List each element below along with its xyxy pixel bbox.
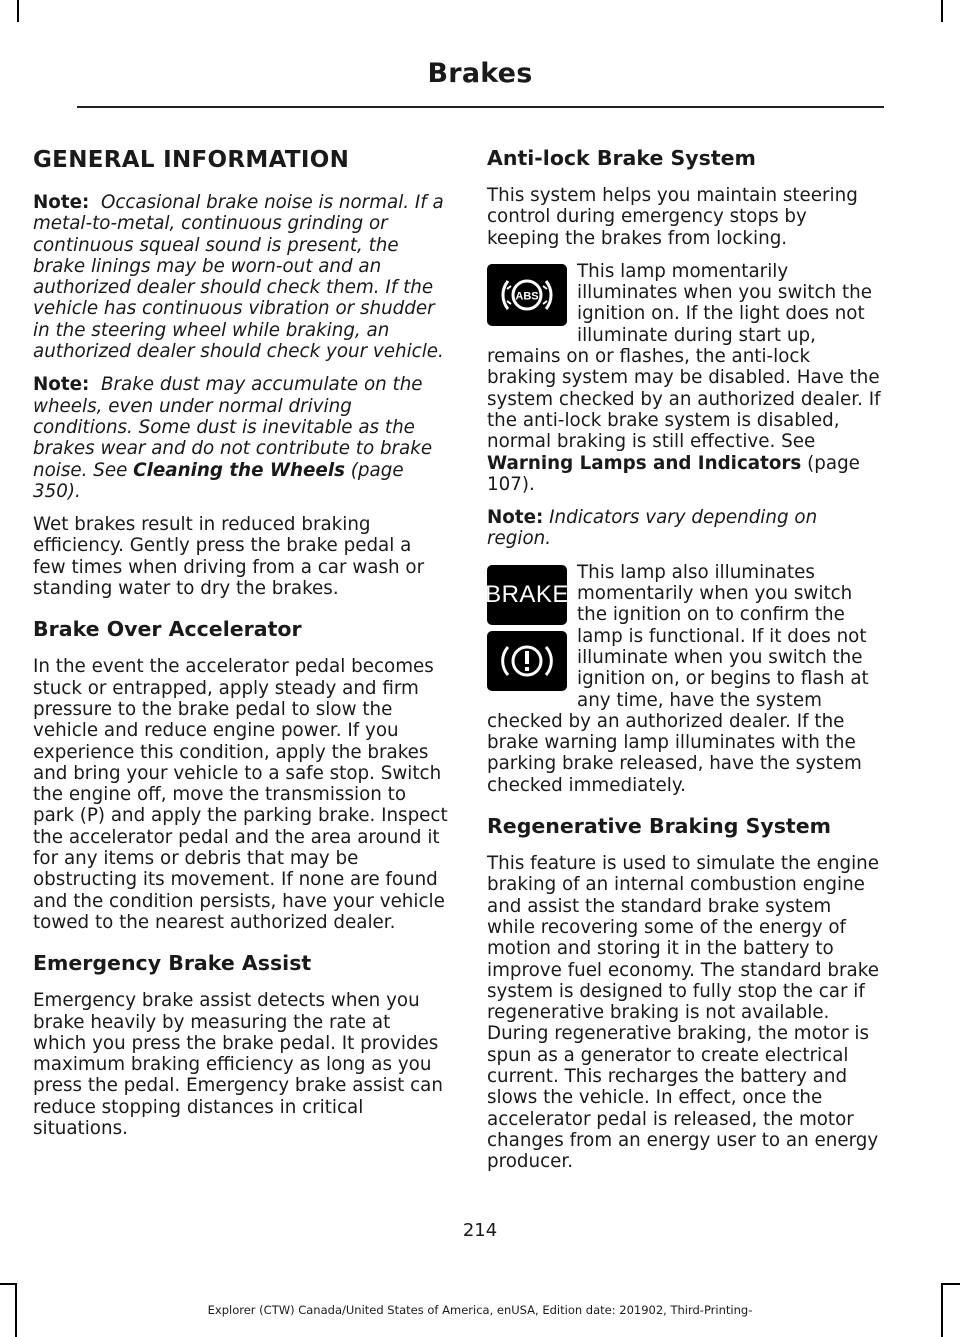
paragraph-abs-intro: This system helps you maintain steering control during emergency stops by keeping the brakes from locking.: [487, 185, 858, 249]
page-number: 214: [462, 1220, 498, 1241]
cleaning-wheels-link[interactable]: Cleaning the Wheels: [133, 459, 345, 481]
note-label: Note:: [33, 374, 90, 396]
note-label: Note:: [487, 507, 544, 529]
section-title-general-information: GENERAL INFORMATION: [33, 147, 350, 173]
note-indicators-region: [487, 507, 882, 550]
brake-lamp-text: This lamp also illuminates momentarily when you switch the ignition on to confirm the lamp is functional. If it does not illuminate when you switch the ignition on, or begins to flash at any time, have the system checked by an authorized dealer. If the brake warning lamp illuminates with the parking brake released, have the system checked immediately.: [487, 561, 869, 796]
note-label: Note:: [33, 192, 90, 213]
crop-mark: [17, 0, 19, 22]
note-text: Occasional brake noise is normal. If a metal-to-metal, continuous grinding or continuous squeal sound is present, the brake linings may be worn-out and an authorized dealer should check them. If the vehicle has continuous vibration or shudder in the steering wheel while braking, an authorized dealer should check your vehicle.: [33, 192, 444, 363]
note-text: Indicators vary depending on region.: [487, 507, 818, 550]
note-text: Brake dust may accumulate on the wheels, even under normal driving conditions. Some dust is inevitable as the brakes wear and do not contribute to brake noise. See: [33, 374, 433, 481]
crop-mark: [0, 1283, 15, 1285]
abs-icon-label: ABS: [515, 290, 539, 303]
left-column: [33, 145, 448, 1151]
paragraph-wet-brakes: Wet brakes result in reduced braking efficiency. Gently press the brake pedal a few times when driving from a car wash or standing water to dry the brakes.: [33, 514, 425, 600]
note-brake-noise: [33, 192, 448, 362]
heading-regenerative-braking: Regenerative Braking System: [487, 814, 831, 839]
brake-icons: [487, 565, 567, 697]
abs-lamp-block: [487, 261, 882, 495]
page-title: Brakes: [427, 58, 533, 89]
header-divider: [77, 106, 884, 108]
abs-warning-icon-graphic: [495, 269, 559, 321]
brake-lamp-block: [487, 562, 882, 796]
page-reference: (page 350).: [33, 459, 404, 502]
right-column: [487, 145, 882, 1184]
crop-mark: [943, 1283, 960, 1285]
paragraph-emergency-brake-assist: Emergency brake assist detects when you brake heavily by measuring the rate at which you press the brake pedal. It provides maximum braking efficiency as long as you press the pedal. Emergency brake assist can reduce stopping distances in critical situations.: [33, 990, 443, 1139]
crop-mark: [941, 0, 943, 22]
heading-anti-lock-brake-system: Anti-lock Brake System: [487, 146, 756, 170]
paragraph-brake-over-accelerator: In the event the accelerator pedal becomes stuck or entrapped, apply steady and firm pressure to the brake pedal to slow the vehicle and reduce engine power. If you experience this condition, apply the brakes and bring your vehicle to a safe stop. Switch the engine off, move the transmission to park (P) and apply the parking brake. Inspect the accelerator pedal and the area around it for any items or debris that may be obstructing its movement. If none are found and the condition persists, have your vehicle towed to the nearest authorized dealer.: [33, 656, 448, 933]
brake-text-icon: [487, 565, 567, 625]
warning-lamps-link[interactable]: Warning Lamps and Indicators: [487, 452, 802, 474]
abs-warning-icon: [487, 264, 567, 326]
brake-warning-icon: [487, 631, 567, 691]
abs-lamp-text: This lamp momentarily illuminates when you switch the ignition on. If the light does not illuminate during start up, remains on or flashes, the anti-lock braking system may be disabled. Have the system checked by an authorized dealer. If the anti-lock brake system is disabled, normal braking is still effective. See: [487, 260, 881, 453]
heading-brake-over-accelerator: Brake Over Accelerator: [33, 617, 302, 642]
note-brake-dust: [33, 374, 448, 502]
paragraph-regenerative-braking: This feature is used to simulate the engine braking of an internal combustion engine and assist the standard brake system while recovering some of the energy of motion and storing it in the battery to improve fuel economy. The standard brake system is designed to fully stop the car if regenerative braking is not available. During regenerative braking, the motor is spun as a generator to create electrical current. This recharges the battery and slows the vehicle. In effect, once the accelerator pedal is released, the motor changes from an energy user to an energy producer.: [487, 853, 880, 1173]
page-reference: (page 107).: [487, 452, 860, 495]
heading-emergency-brake-assist: Emergency Brake Assist: [33, 951, 312, 976]
brake-icon-label: BRAKE: [485, 581, 569, 609]
brake-warning-icon-graphic: [495, 636, 559, 686]
footer-edition-info: Explorer (CTW) Canada/United States of America, enUSA, Edition date: 201902, Third-Printing-: [207, 1303, 753, 1317]
